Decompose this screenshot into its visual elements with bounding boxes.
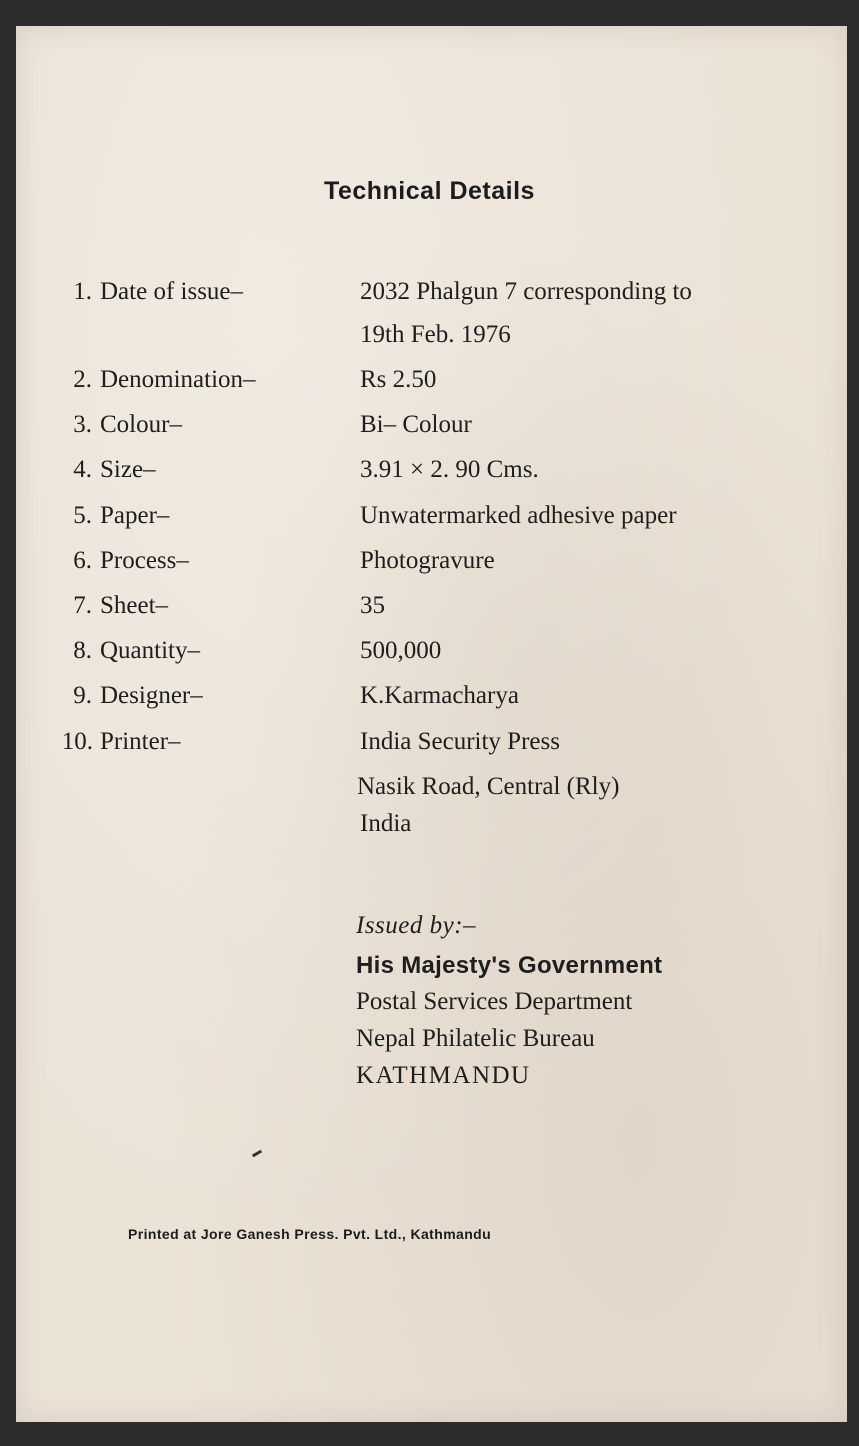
detail-label: Colour–: [100, 411, 182, 438]
detail-value: Rs 2.50: [360, 366, 437, 393]
detail-row-quantity: [0, 637, 859, 677]
detail-value: 2032 Phalgun 7 corresponding to: [360, 278, 692, 305]
page-title: Technical Details: [324, 177, 535, 205]
detail-value: India: [360, 810, 412, 837]
detail-value: Unwatermarked adhesive paper: [360, 502, 677, 529]
detail-row-size: [0, 456, 859, 496]
detail-row-date-of-issue-cont: [0, 321, 859, 361]
detail-row-process: [0, 547, 859, 587]
issued-by-heading: Issued by:–: [356, 912, 477, 939]
detail-label: Printer–: [100, 728, 181, 755]
detail-value: Photogravure: [360, 547, 495, 574]
detail-number: 2.: [73, 366, 92, 393]
detail-label: Designer–: [100, 682, 203, 709]
detail-row-paper: [0, 502, 859, 542]
detail-row-designer: [0, 682, 859, 722]
detail-row-sheet: [0, 592, 859, 632]
issuer-bureau: Nepal Philatelic Bureau: [356, 1025, 595, 1052]
detail-number: 7.: [73, 592, 92, 619]
detail-value: 3.91 × 2. 90 Cms.: [360, 456, 539, 483]
detail-number: 8.: [73, 637, 92, 664]
detail-row-date-of-issue: [0, 278, 859, 318]
detail-row-colour: [0, 411, 859, 451]
issuer-government: His Majesty's Government: [356, 952, 663, 979]
detail-value: Nasik Road, Central (Rly): [357, 773, 620, 800]
detail-value: Bi– Colour: [360, 411, 472, 438]
detail-number: 9.: [73, 682, 92, 709]
detail-number: 4.: [73, 456, 92, 483]
detail-row-denomination: [0, 366, 859, 406]
detail-row-printer-cont: [0, 810, 859, 850]
detail-value: 500,000: [360, 637, 442, 664]
printer-imprint: Printed at Jore Ganesh Press. Pvt. Ltd., Kathmandu: [128, 1226, 492, 1242]
detail-number: 1.: [73, 278, 92, 305]
issuer-department: Postal Services Department: [356, 988, 633, 1015]
detail-label: Date of issue–: [100, 278, 244, 305]
detail-row-printer: [0, 728, 859, 768]
detail-value: K.Karmacharya: [360, 682, 519, 709]
detail-value: India Security Press: [360, 728, 560, 755]
detail-label: Quantity–: [100, 637, 200, 664]
detail-number: 5.: [73, 502, 92, 529]
detail-row-printer-cont: [0, 773, 859, 813]
issuer-city: KATHMANDU: [356, 1062, 531, 1089]
detail-value: 35: [360, 592, 385, 619]
detail-label: Paper–: [100, 502, 170, 529]
detail-number: 3.: [73, 411, 92, 438]
detail-number: 6.: [73, 547, 92, 574]
detail-label: Size–: [100, 456, 156, 483]
detail-label: Sheet–: [100, 592, 169, 619]
detail-value: 19th Feb. 1976: [360, 321, 511, 348]
document-card: [16, 26, 847, 1422]
detail-number: 10.: [61, 728, 93, 755]
detail-label: Denomination–: [100, 366, 256, 393]
detail-label: Process–: [100, 547, 189, 574]
